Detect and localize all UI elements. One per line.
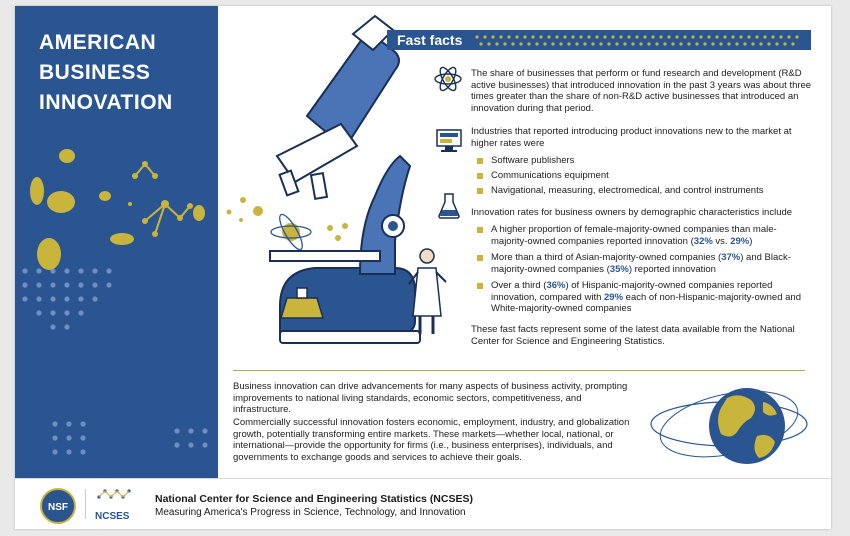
closing-note: These fast facts represent some of the latest data available from the National Center for Science and Engineering Statistics. [471, 324, 795, 347]
bullet-marker [477, 188, 483, 194]
title-line: AMERICAN [39, 31, 157, 54]
infographic-card [15, 6, 831, 529]
nsf-logo[interactable] [39, 487, 77, 525]
industry-item [471, 170, 815, 182]
bullet-marker [477, 283, 483, 289]
monitor-icon [435, 128, 463, 154]
bullet-marker [477, 227, 483, 233]
fast-facts-label: Fast facts [397, 32, 463, 48]
demographic-item [471, 280, 815, 316]
demographic-item [471, 252, 815, 276]
industry-item [471, 185, 815, 197]
atom-icon [433, 64, 463, 94]
stat-value: 35% [609, 263, 629, 275]
title-line: INNOVATION [39, 91, 173, 114]
intro-paragraph: Business innovation can drive advancements for many aspects of business activity, prompting improvements to national living standards, economic sectors, competitiveness, and infrastructure. [233, 381, 628, 416]
logo-divider [85, 489, 86, 519]
org-name: National Center for Science and Engineering Statistics (NCSES) [155, 493, 473, 505]
stat-value: 29% [604, 291, 624, 303]
microscope-illustration [15, 6, 455, 376]
industry-item [471, 155, 815, 167]
fast-facts-banner [387, 30, 811, 50]
demographic-item [471, 224, 815, 248]
industry-label: Software publishers [491, 155, 575, 166]
industry-label: Communications equipment [491, 170, 609, 181]
markets-paragraph: Commercially successful innovation fosters economic, employment, industry, and globalization growth, potentially transforming entire markets. These markets—whether local, national, or international—provide the opportunity for firms (i.e., business enterprises), individuals, and governments to exchange goods and services to achieve their goals. [233, 417, 630, 463]
atom-decoration [271, 212, 311, 253]
org-tagline: Measuring America's Progress in Science, Technology, and Innovation [155, 507, 466, 518]
demographic-text: Over a third (36%) of Hispanic-majority-owned companies reported innovation, compared with 29% each of non-Hispanic-majority-owned and White-majority-owned companies [491, 280, 801, 315]
demographic-text: More than a third of Asian-majority-owned companies (37%) and Black-majority-owned companies (35%) reported innovation [491, 252, 791, 275]
rd-fact-text: The share of businesses that perform or fund research and development (R&D active businesses) that introduced innovation in the past 3 years was about three times greater than the share of non-R&D active businesses that introduced an innovation during that period. [471, 68, 812, 114]
bullet-marker [477, 173, 483, 179]
demographic-intro: Innovation rates for business owners by demographic characteristics include [471, 207, 793, 218]
globe-illustration [647, 376, 811, 472]
bullet-marker [477, 255, 483, 261]
bullet-marker [477, 158, 483, 164]
title-line: BUSINESS [39, 61, 151, 84]
ncses-logo[interactable] [95, 487, 145, 527]
svg-text:NSF: NSF [48, 502, 68, 513]
industries-intro: Industries that reported introducing product innovations new to the market at higher rates were [471, 126, 792, 149]
section-divider [233, 370, 805, 371]
flask-icon [437, 192, 461, 220]
demographic-text: A higher proportion of female-majority-owned companies than male-majority-owned companies reported innovation (32% vs. 29%) [491, 224, 777, 247]
footer [15, 478, 831, 529]
stat-value: 29% [730, 235, 750, 247]
banner-dots [473, 34, 803, 46]
stat-value: 37% [721, 252, 741, 263]
stat-value: 36% [546, 280, 566, 291]
industry-label: Navigational, measuring, electromedical, and control instruments [491, 185, 764, 196]
svg-text:NCSES: NCSES [95, 511, 130, 522]
stat-value: 32% [693, 235, 713, 247]
